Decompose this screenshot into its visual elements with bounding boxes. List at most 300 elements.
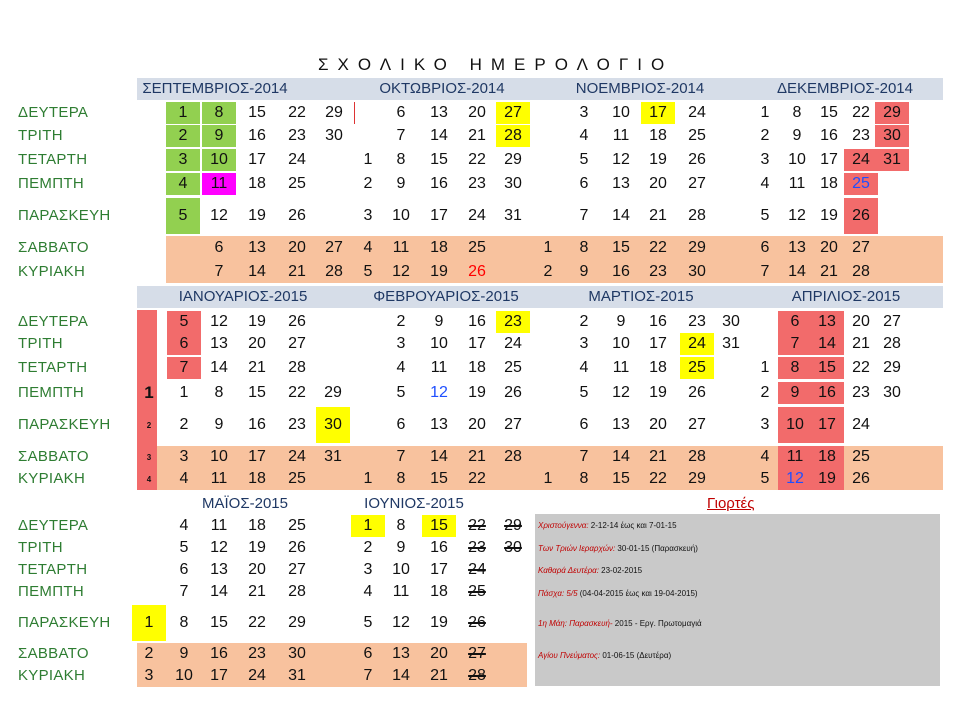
day-cell: 2 [166, 125, 200, 147]
day-cell: 31 [288, 667, 306, 684]
day-cell: 27 [325, 239, 343, 256]
day-cell: 12 [210, 539, 228, 556]
day-cell: 1 [351, 515, 385, 537]
day-cell: 27 [288, 561, 306, 578]
day-cell: 25 [688, 127, 706, 144]
day-cell: 29 [688, 239, 706, 256]
day-cell: 9 [778, 382, 812, 404]
day-cell: 17 [248, 151, 266, 168]
day-cell: 22 [852, 359, 870, 376]
day-cell: 13 [392, 645, 410, 662]
day-cell [316, 468, 350, 490]
day-cell: 14 [810, 333, 844, 355]
day-label-4: ΠΑΡΑΣΚΕΥΗ [18, 416, 111, 433]
day-cell [496, 468, 530, 490]
day-cell: 9 [792, 127, 802, 144]
day-cell: 8 [396, 151, 406, 168]
day-cell: 7 [396, 127, 406, 144]
week-number: 2 [141, 414, 157, 436]
day-label-0: ΔΕΥΤΕΡΑ [18, 104, 89, 121]
day-cell: 14 [392, 667, 410, 684]
day-cell: 7 [778, 333, 812, 355]
day-cell: 4 [579, 127, 589, 144]
day-cell: 30 [288, 645, 306, 662]
day-cell: 6 [214, 239, 224, 256]
day-cell: 6 [363, 645, 373, 662]
day-cell: 10 [778, 407, 812, 443]
day-cell: 15 [248, 384, 266, 401]
day-cell: 26 [288, 207, 306, 224]
day-cell: 5 [179, 539, 189, 556]
day-cell: 6 [396, 104, 406, 121]
day-cell [496, 559, 530, 581]
day-cell: 15 [430, 470, 448, 487]
day-cell: 16 [248, 416, 266, 433]
day-cell: 5 [760, 207, 770, 224]
day-cell: 15 [210, 614, 228, 631]
day-cell: 12 [392, 263, 410, 280]
day-cell: 10 [392, 561, 410, 578]
day-cell: 3 [144, 667, 154, 684]
day-cell [875, 468, 909, 490]
day-label-3: ΠΕΜΠΤΗ [18, 384, 84, 401]
day-label-4: ΠΑΡΑΣΚΕΥΗ [18, 207, 111, 224]
day-cell [875, 261, 909, 283]
day-cell: 24 [844, 149, 878, 171]
day-cell: 18 [430, 583, 448, 600]
day-cell: 29 [325, 104, 343, 121]
day-cell: 3 [760, 416, 770, 433]
holiday-name: Πάσχα: 5/5 [538, 589, 580, 598]
day-cell: 29 [504, 517, 522, 534]
day-cell: 7 [179, 583, 189, 600]
day-cell: 22 [649, 239, 667, 256]
day-cell: 9 [579, 263, 589, 280]
day-cell: 18 [248, 175, 266, 192]
day-cell [875, 173, 909, 195]
day-cell: 26 [468, 263, 486, 280]
day-cell [531, 149, 565, 171]
month-title: ΜΑΪΟΣ-2015 [202, 495, 288, 512]
day-cell: 6 [579, 416, 589, 433]
day-cell: 13 [248, 239, 266, 256]
day-cell: 20 [649, 416, 667, 433]
day-cell: 25 [852, 448, 870, 465]
day-cell [351, 446, 385, 468]
day-cell: 20 [248, 335, 266, 352]
day-cell: 15 [248, 104, 266, 121]
day-cell: 24 [852, 416, 870, 433]
day-cell [875, 446, 909, 468]
day-cell: 21 [288, 263, 306, 280]
day-cell [166, 261, 200, 283]
day-cell: 12 [392, 614, 410, 631]
day-cell: 16 [248, 127, 266, 144]
day-cell [166, 237, 200, 259]
day-cell: 23 [468, 539, 486, 556]
day-cell: 11 [210, 517, 228, 534]
day-cell: 27 [688, 416, 706, 433]
day-cell [316, 311, 350, 333]
day-cell: 21 [820, 263, 838, 280]
month-title: ΣΕΠΤΕΜΒΡΙΟΣ-2014 [142, 80, 288, 97]
day-cell: 24 [688, 104, 706, 121]
day-cell: 31 [722, 335, 740, 352]
day-cell: 14 [430, 448, 448, 465]
day-cell [531, 382, 565, 404]
day-cell: 12 [612, 384, 630, 401]
day-cell: 26 [688, 151, 706, 168]
day-cell: 23 [288, 416, 306, 433]
day-cell: 7 [579, 207, 589, 224]
day-cell: 3 [396, 335, 406, 352]
day-cell: 10 [392, 207, 410, 224]
day-cell [132, 515, 166, 537]
day-cell: 15 [612, 239, 630, 256]
day-cell: 1 [166, 102, 200, 124]
day-cell: 21 [649, 207, 667, 224]
day-cell: 25 [288, 517, 306, 534]
day-cell: 29 [875, 102, 909, 124]
day-cell: 13 [788, 239, 806, 256]
day-cell [496, 581, 530, 603]
day-cell: 29 [883, 359, 901, 376]
day-cell: 2 [363, 539, 373, 556]
day-cell: 28 [688, 448, 706, 465]
day-cell: 10 [430, 335, 448, 352]
day-cell: 18 [810, 446, 844, 468]
day-cell: 18 [820, 175, 838, 192]
day-cell [748, 311, 782, 333]
day-cell: 7 [396, 448, 406, 465]
day-cell: 4 [166, 173, 200, 195]
day-cell: 6 [167, 333, 201, 355]
day-cell [714, 382, 748, 404]
day-cell: 21 [430, 667, 448, 684]
week-number: 1 [144, 383, 154, 402]
day-cell: 29 [288, 614, 306, 631]
day-cell: 21 [649, 448, 667, 465]
day-cell: 14 [612, 207, 630, 224]
day-cell: 24 [468, 561, 486, 578]
day-cell: 22 [288, 104, 306, 121]
day-label-0: ΔΕΥΤΕΡΑ [18, 313, 89, 330]
day-cell: 1 [363, 151, 373, 168]
day-cell: 3 [179, 448, 189, 465]
day-cell: 22 [468, 470, 486, 487]
day-cell [714, 468, 748, 490]
day-cell: 30 [504, 175, 522, 192]
day-cell: 1 [760, 359, 770, 376]
day-cell: 25 [504, 359, 522, 376]
day-cell: 28 [496, 125, 530, 147]
day-cell: 29 [688, 470, 706, 487]
day-cell: 3 [579, 104, 589, 121]
day-cell: 26 [504, 384, 522, 401]
month-title: ΔΕΚΕΜΒΡΙΟΣ-2014 [776, 80, 913, 97]
day-cell: 17 [649, 335, 667, 352]
day-cell: 18 [468, 359, 486, 376]
day-cell [531, 333, 565, 355]
day-cell: 11 [612, 359, 630, 376]
day-cell: 16 [210, 645, 228, 662]
day-cell: 8 [778, 357, 812, 379]
day-cell: 2 [760, 127, 770, 144]
day-cell [496, 643, 530, 665]
day-cell [351, 382, 385, 404]
day-cell [132, 581, 166, 603]
day-label-2: ΤΕΤΑΡΤΗ [18, 151, 88, 168]
day-cell: 13 [210, 335, 228, 352]
day-cell: 27 [504, 416, 522, 433]
holidays-title: Γιορτές [707, 495, 755, 512]
day-cell: 4 [363, 583, 373, 600]
day-cell: 22 [649, 470, 667, 487]
day-cell: 14 [612, 448, 630, 465]
day-label-3: ΠΕΜΠΤΗ [18, 583, 84, 600]
day-cell: 9 [396, 175, 406, 192]
day-cell: 26 [288, 539, 306, 556]
holiday-item [538, 589, 698, 598]
day-cell: 7 [760, 263, 770, 280]
day-cell: 9 [616, 313, 626, 330]
day-cell: 14 [210, 583, 228, 600]
day-cell: 5 [579, 151, 589, 168]
day-cell [316, 357, 350, 379]
day-cell: 1 [543, 470, 553, 487]
day-cell: 13 [430, 416, 448, 433]
day-cell: 26 [688, 384, 706, 401]
day-cell: 17 [468, 335, 486, 352]
day-cell: 27 [288, 335, 306, 352]
day-cell: 19 [649, 384, 667, 401]
month-title: ΙΟΥΝΙΟΣ-2015 [364, 495, 464, 512]
day-cell: 27 [688, 175, 706, 192]
day-cell: 15 [430, 151, 448, 168]
day-cell: 25 [680, 357, 714, 379]
day-cell: 19 [649, 151, 667, 168]
holiday-item [538, 544, 698, 553]
day-cell: 2 [579, 313, 589, 330]
day-cell: 27 [468, 645, 486, 662]
day-cell: 21 [468, 127, 486, 144]
day-label-1: ΤΡΙΤΗ [18, 127, 63, 144]
day-cell [351, 357, 385, 379]
day-cell: 17 [210, 667, 228, 684]
day-cell [875, 407, 909, 443]
day-cell: 4 [396, 359, 406, 376]
day-cell: 21 [468, 448, 486, 465]
day-cell: 5 [579, 384, 589, 401]
day-label-0: ΔΕΥΤΕΡΑ [18, 517, 89, 534]
day-cell: 25 [844, 173, 878, 195]
day-cell: 15 [820, 104, 838, 121]
day-cell: 21 [248, 359, 266, 376]
holiday-date: 2015 - Εργ. Πρωτομαγιά [614, 619, 702, 628]
day-cell: 4 [179, 517, 189, 534]
day-cell [351, 102, 385, 124]
day-cell: 2 [760, 384, 770, 401]
day-cell: 17 [820, 151, 838, 168]
day-cell: 4 [363, 239, 373, 256]
day-cell: 23 [852, 127, 870, 144]
day-cell: 9 [396, 539, 406, 556]
day-cell: 31 [324, 448, 342, 465]
day-cell: 8 [202, 102, 236, 124]
day-cell: 19 [248, 313, 266, 330]
day-cell: 16 [612, 263, 630, 280]
day-cell: 15 [422, 515, 456, 537]
day-cell: 2 [363, 175, 373, 192]
week-number: 4 [141, 468, 157, 490]
day-cell [875, 198, 909, 234]
day-cell: 13 [612, 175, 630, 192]
day-cell: 25 [288, 175, 306, 192]
day-cell [531, 407, 565, 443]
day-cell: 22 [288, 384, 306, 401]
month-title: ΟΚΤΩΒΡΙΟΣ-2014 [379, 80, 505, 97]
day-cell: 22 [248, 614, 266, 631]
day-cell: 30 [883, 384, 901, 401]
day-cell: 8 [214, 384, 224, 401]
day-cell [496, 605, 530, 641]
day-cell: 3 [363, 561, 373, 578]
day-cell: 10 [788, 151, 806, 168]
day-cell: 20 [820, 239, 838, 256]
day-cell: 5 [396, 384, 406, 401]
day-cell: 25 [468, 239, 486, 256]
day-label-3: ΠΕΜΠΤΗ [18, 175, 84, 192]
day-cell: 11 [430, 359, 448, 376]
day-cell: 24 [248, 667, 266, 684]
holiday-date: 01-06-15 (Δευτέρα) [602, 651, 672, 660]
day-cell: 27 [883, 313, 901, 330]
day-cell: 6 [778, 311, 812, 333]
day-cell: 23 [852, 384, 870, 401]
day-cell [531, 311, 565, 333]
day-cell: 28 [325, 263, 343, 280]
day-cell: 5 [363, 263, 373, 280]
holiday-name: 1η Μάη: Παρασκευή- [538, 619, 615, 628]
day-cell: 24 [288, 151, 306, 168]
day-cell: 23 [288, 127, 306, 144]
day-cell [531, 125, 565, 147]
day-cell [496, 261, 530, 283]
day-cell: 9 [434, 313, 444, 330]
holiday-date: 23-02-2015 [601, 566, 643, 575]
month-title: ΙΑΝΟΥΑΡΙΟΣ-2015 [178, 288, 308, 305]
day-cell: 28 [504, 448, 522, 465]
day-cell: 1 [363, 470, 373, 487]
day-cell: 10 [612, 104, 630, 121]
day-cell: 6 [179, 561, 189, 578]
day-cell: 16 [649, 313, 667, 330]
day-cell: 14 [210, 359, 228, 376]
day-cell: 26 [844, 198, 878, 234]
day-cell: 11 [788, 175, 806, 192]
day-cell: 31 [875, 149, 909, 171]
day-cell: 28 [288, 359, 306, 376]
day-cell: 23 [688, 313, 706, 330]
day-cell: 18 [649, 359, 667, 376]
day-cell: 12 [612, 151, 630, 168]
day-cell: 17 [430, 207, 448, 224]
day-cell: 1 [543, 239, 553, 256]
day-cell [531, 198, 565, 234]
day-cell: 3 [579, 335, 589, 352]
day-cell: 4 [179, 470, 189, 487]
holiday-name: Των Τριών Ιεραρχών: [538, 544, 618, 553]
day-cell: 27 [496, 102, 530, 124]
holiday-date: (04-04-2015 έως και 19-04-2015) [579, 589, 698, 598]
day-label-5: ΣΑΒΒΑΤΟ [18, 448, 89, 465]
day-cell: 10 [202, 149, 236, 171]
day-cell: 23 [496, 311, 530, 333]
day-cell: 30 [875, 125, 909, 147]
day-cell: 23 [248, 645, 266, 662]
day-cell: 20 [288, 239, 306, 256]
day-cell [351, 333, 385, 355]
day-cell [531, 173, 565, 195]
day-cell: 2 [179, 416, 189, 433]
day-cell: 19 [468, 384, 486, 401]
week-number: 3 [141, 446, 157, 468]
holiday-name: Καθαρά Δευτέρα: [538, 566, 602, 575]
day-label-1: ΤΡΙΤΗ [18, 335, 63, 352]
day-cell: 14 [248, 263, 266, 280]
day-cell: 21 [248, 583, 266, 600]
day-cell [132, 537, 166, 559]
day-label-6: ΚΥΡΙΑΚΗ [18, 263, 86, 280]
day-cell: 20 [852, 313, 870, 330]
month-title: ΝΟΕΜΒΡΙΟΣ-2014 [575, 80, 705, 97]
day-cell: 2 [543, 263, 553, 280]
day-cell: 9 [202, 125, 236, 147]
day-label-4: ΠΑΡΑΣΚΕΥΗ [18, 614, 111, 631]
day-label-1: ΤΡΙΤΗ [18, 539, 63, 556]
day-cell: 25 [468, 583, 486, 600]
day-cell: 15 [810, 357, 844, 379]
day-cell [531, 446, 565, 468]
holidays-panel [535, 514, 940, 686]
day-cell: 10 [612, 335, 630, 352]
day-cell: 6 [396, 416, 406, 433]
day-cell: 13 [210, 561, 228, 578]
holiday-item [538, 619, 702, 628]
day-cell [714, 446, 748, 468]
day-cell: 3 [363, 207, 373, 224]
day-cell: 7 [167, 357, 201, 379]
day-cell: 30 [504, 539, 522, 556]
day-cell: 27 [852, 239, 870, 256]
day-cell: 13 [810, 311, 844, 333]
day-cell: 26 [468, 614, 486, 631]
day-cell: 20 [430, 645, 448, 662]
day-cell [714, 407, 748, 443]
month-title: ΑΠΡΙΛΙΟΣ-2015 [791, 288, 901, 305]
day-cell: 17 [430, 561, 448, 578]
holiday-name: Χριστούγεννα: [538, 521, 591, 530]
day-cell: 31 [504, 207, 522, 224]
day-cell: 12 [788, 207, 806, 224]
day-cell: 13 [612, 416, 630, 433]
day-cell: 28 [852, 263, 870, 280]
day-cell: 24 [504, 335, 522, 352]
month-title: ΜΑΡΤΙΟΣ-2015 [588, 288, 694, 305]
day-cell: 14 [430, 127, 448, 144]
day-cell [351, 125, 385, 147]
day-cell [531, 102, 565, 124]
